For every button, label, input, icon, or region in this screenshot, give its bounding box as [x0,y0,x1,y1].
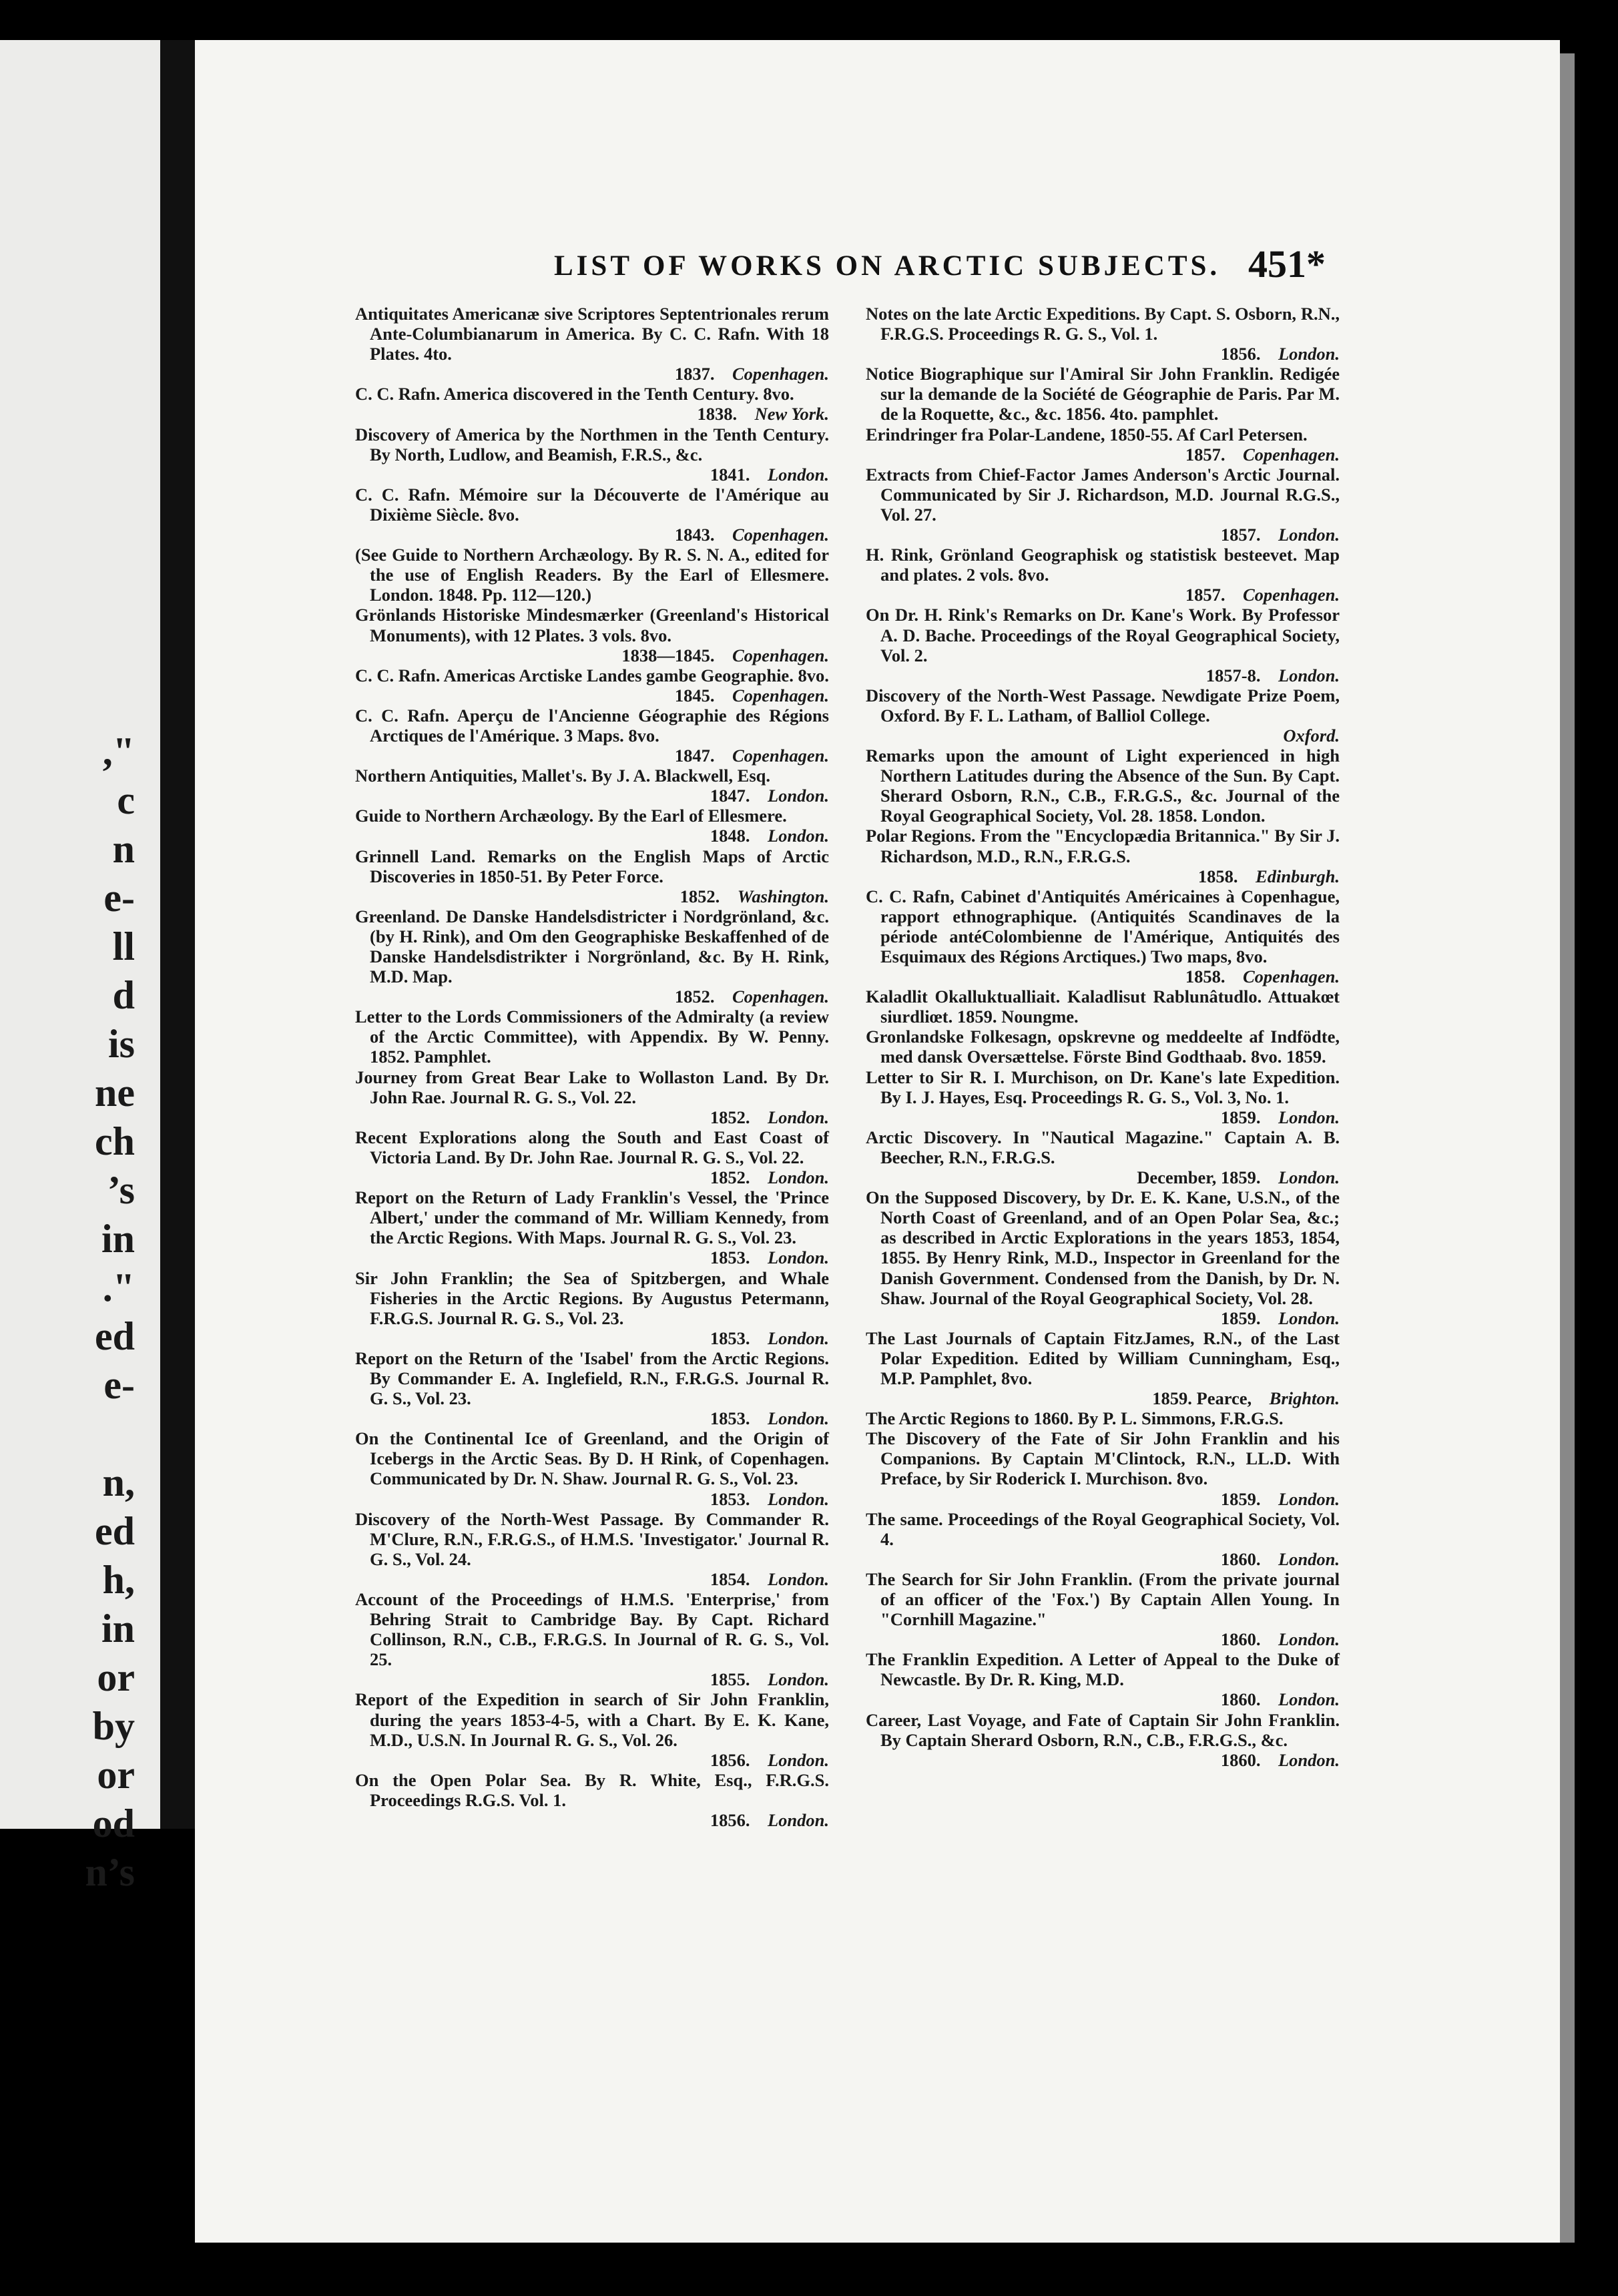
facing-page-fragment [0,1215,160,1263]
entry-imprint [370,1569,829,1589]
entry-place: London. [767,1107,829,1127]
entry-place: London. [1278,344,1340,364]
bibliography-entry [866,1027,1340,1067]
facing-page-fragment [0,1312,160,1361]
entry-place: London. [767,464,829,485]
entry-place: New York. [754,404,829,424]
entry-date: 1856. [1220,344,1261,364]
bibliography-entry [866,465,1340,545]
entry-imprint [370,1247,829,1267]
entry-date: 1847. [674,746,715,766]
entry-text: On Dr. H. Rink's Remarks on Dr. Kane's Work. By Professor A. D. Bache. Proceedings of the Royal Geographical Society, Vol. 2. [866,605,1340,665]
entry-date: 1856. [710,1749,750,1770]
bibliography-entry [866,1428,1340,1508]
entry-text: Kaladlit Okalluktualliait. Kaladlisut Rablunâtudlo. Attuakœt siurdliœt. 1859. Noungme. [866,986,1340,1027]
entry-text: Letter to Sir R. I. Murchison, on Dr. Kane's late Expedition. By I. J. Hayes, Esq. Proceedings R. G. S., Vol. 3, No. 1. [866,1067,1340,1107]
bibliography-entry [355,1509,829,1589]
entry-text: The Search for Sir John Franklin. (From the private journal of an officer of the 'Fox.') By Captain Allen Young. In "Cornhill Magazine." [866,1568,1340,1630]
entry-text: Northern Antiquities, Mallet's. By J. A. Blackwell, Esq. [355,766,771,786]
entry-text: On the Open Polar Sea. By R. White, Esq., F.R.G.S. Proceedings R.G.S. Vol. 1. [355,1769,829,1810]
entry-place: Copenhagen. [1242,966,1340,987]
entry-text: Account of the Proceedings of H.M.S. 'Enterprise,' from Behring Strait to Cambridge Bay. By Capt. Richard Collinson, R.N., C.B., F.R.G.S. In Journal of R. G. S., Vol. 25. [355,1589,829,1670]
entry-date: 1854. [710,1568,750,1589]
entry-text: C. C. Rafn. Mémoire sur la Découverte de l'Amérique au Dixième Siècle. 8vo. [355,484,829,525]
facing-page-fragment [0,1361,160,1410]
entry-date: 1853. [710,1408,750,1429]
entry-place: London. [1278,1107,1340,1127]
entry-date: 1852. [680,886,720,906]
entry-imprint [880,1489,1340,1509]
bibliography-entry [866,886,1340,986]
entry-date: 1853. [710,1247,750,1268]
page-number: 451* [1248,242,1326,286]
entry-imprint [880,726,1340,746]
bibliography-entry [355,906,829,1007]
entry-place: London. [767,786,829,806]
entry-imprint [370,1750,829,1770]
entry-date: 1860. [1220,1629,1261,1650]
entry-imprint [880,585,1340,605]
entry-place: Copenhagen. [1242,444,1340,465]
facing-page-fragment-text: or [97,1753,135,1797]
entry-place: London. [767,1247,829,1268]
entry-imprint [370,1167,829,1187]
entry-date: 1857. [1220,525,1261,545]
entry-date: 1858. [1197,866,1238,886]
entry-place: London. [1278,1689,1340,1710]
bibliography-entry [355,806,829,846]
bibliography-entry [355,424,829,485]
entry-place: Washington. [737,886,829,906]
facing-page-fragment [0,1117,160,1166]
entry-date: 1860. [1220,1689,1261,1710]
entry-imprint [880,1388,1340,1408]
entry-imprint [880,1629,1340,1649]
facing-page-fragment [0,1653,160,1702]
facing-page-fragment [0,1848,160,1897]
entry-date: 1843. [674,525,715,545]
running-head: LIST OF WORKS ON ARCTIC SUBJECTS. [554,250,1221,282]
entry-place: Copenhagen. [732,645,829,665]
entry-text: (See Guide to Northern Archæology. By R. S. N. A., edited for the use of English Readers. By the Earl of Ellesmere. London. 1848. Pp. 112—120.) [355,545,829,605]
entry-imprint [370,404,829,424]
bibliography-column-left [355,304,829,1830]
bibliography-entry [866,605,1340,685]
facing-page-fragment-text: e- [103,1363,135,1407]
entry-date: 1838—1845. [621,645,715,665]
entry-date: 1859. [1220,1308,1261,1328]
facing-page-fragment-text: ," [102,730,135,774]
facing-page-fragment [0,1702,160,1751]
facing-page-fragment-text: ed [95,1509,135,1553]
facing-page-fragment-text: d [112,973,135,1017]
entry-text: Grönlands Historiske Mindesmærker (Greenland's Historical Monuments), with 12 Plates. 3 vols. 8vo. [355,605,829,645]
bibliography-entry [866,1187,1340,1328]
entry-place: Edinburgh. [1256,866,1340,886]
entry-imprint [370,826,829,846]
entry-place: London. [1278,1308,1340,1328]
entry-date: 1857-8. [1205,665,1261,685]
entry-place: Copenhagen. [732,986,829,1007]
entry-imprint [370,1107,829,1127]
entry-text: Journey from Great Bear Lake to Wollaston Land. By Dr. John Rae. Journal R. G. S., Vol. 22. [355,1067,829,1107]
entry-text: H. Rink, Grönland Geographisk og statistisk besteevet. Map and plates. 2 vols. 8vo. [866,545,1340,585]
entry-place: London. [767,1167,829,1188]
entry-imprint [370,986,829,1007]
entry-text: On the Continental Ice of Greenland, and the Origin of Icebergs in the Arctic Seas. By D. H Rink, of Copenhagen. Communicated by Dr. N. Shaw. Journal R. G. S., Vol. 23. [355,1428,829,1489]
facing-page-fragment [0,1799,160,1848]
entry-text: Grinnell Land. Remarks on the English Maps of Arctic Discoveries in 1850-51. By Peter Force. [355,846,829,886]
bibliography-entry [866,1067,1340,1127]
facing-page-fragment [0,1605,160,1653]
entry-imprint [880,525,1340,545]
facing-page-fragment-text: ed [95,1314,135,1358]
entry-place: London. [1278,1749,1340,1770]
entry-place: London. [767,826,829,846]
facing-page-fragment [0,825,160,874]
entry-text: Report on the Return of Lady Franklin's Vessel, the 'Prince Albert,' under the command of Mr. William Kennedy, from the Arctic Regions. With Maps. Journal R. G. S., Vol. 23. [355,1187,829,1248]
entry-text: Greenland. De Danske Handelsdistricter i Nordgrönland, &c. (by H. Rink), and Om den Geographiske Beskaffenhed of de Danske Handelsdistrikter i Norgrönland, &c. By H. Rink, M.D. Map. [355,906,829,987]
entry-place: Copenhagen. [732,525,829,545]
entry-text: C. C. Rafn. Aperçu de l'Ancienne Géographie des Régions Arctiques de l'Amérique. 3 Maps. 8vo. [355,705,829,746]
entry-imprint [880,1750,1340,1770]
entry-place: London. [1278,1548,1340,1569]
entry-place: London. [1278,525,1340,545]
bibliography-entry [355,384,829,424]
entry-place: London. [767,1669,829,1690]
facing-page-fragment [0,971,160,1020]
bibliography-entry [866,545,1340,605]
bibliography-entry [355,705,829,766]
entry-date: 1860. [1220,1548,1261,1569]
bibliography-entry [866,364,1340,424]
bibliography-entry [355,1589,829,1689]
entry-imprint [880,1107,1340,1127]
entry-text: Report on the Return of the 'Isabel' from the Arctic Regions. By Commander E. A. Inglefield, R.N., F.R.G.S. Journal R. G. S., Vol. 23. [355,1348,829,1409]
entry-text: Discovery of the North-West Passage. Newdigate Prize Poem, Oxford. By F. L. Latham, of Balliol College. [866,685,1340,726]
bibliography-entry [355,665,829,705]
facing-page-fragment-text: in [101,1217,135,1261]
entry-place: Copenhagen. [732,746,829,766]
bibliography-entry [355,485,829,545]
entry-text: Discovery of the North-West Passage. By Commander R. M'Clure, R.N., F.R.G.S., of H.M.S. 'Investigator.' Journal R. G. S., Vol. 24. [355,1508,829,1569]
bibliography-entry [355,1348,829,1428]
entry-imprint [370,1489,829,1509]
entry-date: 1847. [710,786,750,806]
facing-page-fragment [0,1507,160,1556]
bibliography-entry [866,304,1340,364]
entry-text: C. C. Rafn, Cabinet d'Antiquités Américaines à Copenhague, rapport ethnographique. (Antiquités Scandinaves de la période antéColombienne de l'Amérique, Antiquités des Esquimaux des Régions Arctiques.) Two maps, 8vo. [866,886,1340,966]
entry-imprint [370,364,829,384]
entry-text: The Discovery of the Fate of Sir John Franklin and his Companions. By Captain M'Clintock, R.N., LL.D. With Preface, by Sir Roderick I. Murchison. 8vo. [866,1428,1340,1489]
entry-place: London. [767,1749,829,1770]
facing-page-fragment-text: by [92,1704,135,1748]
entry-date: 1845. [674,685,715,705]
entry-text: Sir John Franklin; the Sea of Spitzbergen, and Whale Fisheries in the Arctic Regions. By Augustus Petermann, F.R.G.S. Journal R. G. S., Vol. 23. [355,1267,829,1328]
bibliography-entry [866,826,1340,886]
entry-place: Copenhagen. [1242,585,1340,605]
entry-text: Career, Last Voyage, and Fate of Captain Sir John Franklin. By Captain Sherard Osborn, R.N., C.B., F.R.G.S., &c. [866,1709,1340,1750]
facing-page-fragment [0,1263,160,1312]
bibliography-entry [355,1268,829,1348]
entry-place: London. [1278,1488,1340,1509]
bibliography-entry [355,846,829,906]
bibliography-entry [866,424,1340,465]
entry-imprint [880,445,1340,465]
facing-page-fragment-text: n’s [85,1850,135,1894]
bibliography-entry [355,1007,829,1067]
bibliography-column-right [866,304,1340,1770]
entry-text: Antiquitates Americanæ sive Scriptores Septentrionales rerum Ante-Columbianarum in America. By C. C. Rafn. With 18 Plates. 4to. [355,304,829,364]
bibliography-entry [866,1408,1340,1428]
bibliography-entry [866,1509,1340,1569]
entry-place: London. [767,1328,829,1348]
entry-date: 1856. [710,1810,750,1831]
entry-date: 1858. [1185,966,1226,987]
bibliography-entry [355,304,829,384]
facing-page-text-fragments [0,728,160,1897]
page-edge-shadow [1560,53,1575,2243]
bibliography-entry [866,746,1340,826]
facing-page-fragment-text: od [92,1801,135,1845]
bibliography-entry [355,1770,829,1830]
bibliography-entry [355,605,829,665]
bibliography-entry [866,986,1340,1027]
facing-page-fragment-text: or [97,1655,135,1699]
entry-text: Letter to the Lords Commissioners of the Admiralty (a review of the Arctic Committee), with Appendix. By W. Penny. 1852. Pamphlet. [355,1007,829,1067]
entry-imprint [370,1669,829,1689]
entry-date: 1852. [710,1167,750,1188]
entry-imprint [880,1549,1340,1569]
entry-place: London. [767,1568,829,1589]
entry-place: London. [767,1810,829,1831]
entry-place: London. [1278,1167,1340,1188]
entry-text: Notes on the late Arctic Expeditions. By Capt. S. Osborn, R.N., F.R.G.S. Proceedings R. G. S., Vol. 1. [866,304,1340,344]
entry-text: Polar Regions. From the "Encyclopædia Britannica." By Sir J. Richardson, M.D., R.N., F.R.G.S. [866,826,1340,866]
entry-imprint [880,1689,1340,1709]
entry-imprint [370,786,829,806]
entry-text: On the Supposed Discovery, by Dr. E. K. Kane, U.S.N., of the North Coast of Greenland, and of an Open Polar Sea, &c.; as described in Arctic Explorations in the years 1853, 1854, 1855. By Henry Rink, M.D., Inspector in Greenland for the Danish Government. Condensed from the Danish, by Dr. N. Shaw. Journal of the Royal Geographical Society, Vol. 28. [866,1187,1340,1308]
entry-text: Arctic Discovery. In "Nautical Magazine." Captain A. B. Beecher, R.N., F.R.G.S. [866,1127,1340,1167]
entry-imprint [370,886,829,906]
entry-date: December, 1859. [1137,1167,1261,1188]
entry-place: Copenhagen. [732,685,829,705]
facing-page-fragment [0,922,160,971]
entry-imprint [370,645,829,665]
bibliography-entry [866,1569,1340,1649]
facing-page-fragment-text: e- [103,876,135,920]
bibliography-entry [355,1428,829,1508]
entry-text: The same. Proceedings of the Royal Geographical Society, Vol. 4. [866,1508,1340,1549]
facing-page-fragment-text: c [117,778,135,822]
entry-text: Guide to Northern Archæology. By the Earl of Ellesmere. [355,806,787,826]
facing-page-fragment [0,776,160,825]
bibliography-entry [866,685,1340,746]
bibliography-entry [355,1067,829,1127]
entry-text: Discovery of America by the Northmen in the Tenth Century. By North, Ludlow, and Beamish, F.R.S., &c. [355,424,829,465]
facing-page-fragment-text: h, [102,1558,135,1602]
entry-place: London. [767,1408,829,1429]
entry-text: The Last Journals of Captain FitzJames, R.N., of the Last Polar Expedition. Edited by William Cunningham, Esq., M.P. Pamphlet, 8vo. [866,1328,1340,1388]
entry-place: Oxford. [1283,725,1340,746]
entry-date: 1859. Pearce, [1152,1388,1252,1409]
bibliography-entry [866,1649,1340,1709]
entry-date: 1855. [710,1669,750,1690]
gutter-shadow [160,40,195,1829]
facing-page-fragment-text: is [107,1022,135,1066]
facing-page-fragment-text: in [101,1607,135,1651]
entry-date: 1853. [710,1328,750,1348]
entry-place: Copenhagen. [732,364,829,384]
entry-text: Gronlandske Folkesagn, opskrevne og meddeelte af Indfödte, med dansk Oversættelse. Förste Bind Godthaab. 8vo. 1859. [866,1027,1340,1067]
entry-text: C. C. Rafn. America discovered in the Tenth Century. 8vo. [355,384,794,404]
facing-page-fragment-text: n, [102,1460,135,1504]
facing-page-fragment-text: ’s [107,1168,135,1212]
entry-imprint [880,966,1340,986]
entry-imprint [880,1308,1340,1328]
facing-page-edge [0,40,160,1894]
facing-page-fragment-text: ch [95,1119,135,1163]
bibliography-entry [355,1187,829,1267]
entry-date: 1841. [710,464,750,485]
entry-date: 1859. [1220,1107,1261,1127]
entry-place: London. [767,1488,829,1509]
entry-imprint [370,1408,829,1428]
bibliography-entry [355,1127,829,1187]
entry-imprint [370,525,829,545]
facing-page-fragment [0,874,160,922]
entry-text: Recent Explorations along the South and East Coast of Victoria Land. By Dr. John Rae. Journal R. G. S., Vol. 22. [355,1127,829,1167]
entry-place: Brighton. [1269,1388,1340,1409]
facing-page-fragment [0,1751,160,1799]
entry-date: 1853. [710,1488,750,1509]
bibliography-entry [355,766,829,806]
entry-imprint [880,866,1340,886]
entry-date: 1859. [1220,1488,1261,1509]
entry-date: 1848. [710,826,750,846]
bibliography-entry [355,545,829,605]
facing-page-fragment [0,1020,160,1069]
entry-imprint [370,465,829,485]
bibliography-entry [866,1328,1340,1408]
entry-place: London. [1278,1629,1340,1650]
facing-page-fragment [0,1069,160,1117]
entry-date: 1860. [1220,1749,1261,1770]
entry-date: 1852. [710,1107,750,1127]
entry-date: 1852. [674,986,715,1007]
entry-date: 1857. [1185,444,1226,465]
entry-text: Extracts from Chief-Factor James Anderson's Arctic Journal. Communicated by Sir J. Richardson, M.D. Journal R.G.S., Vol. 27. [866,464,1340,525]
bibliography-entry [355,1689,829,1769]
bibliography-entry [866,1710,1340,1770]
entry-text: The Franklin Expedition. A Letter of Appeal to the Duke of Newcastle. By Dr. R. King, M.D. [866,1649,1340,1690]
facing-page-fragment [0,1458,160,1507]
facing-page-fragment-text: n [112,827,135,871]
entry-imprint [880,665,1340,685]
facing-page-fragment-text: ne [95,1071,135,1115]
entry-text: Remarks upon the amount of Light experienced in high Northern Latitudes during the Absence of the Sun. By Capt. Sherard Osborn, R.N., C.B., F.R.G.S., &c. Journal of the Royal Geographical Society, Vol. 28. 1858. London. [866,746,1340,826]
entry-imprint [370,685,829,705]
facing-page-fragment [0,728,160,776]
entry-text: Erindringer fra Polar-Landene, 1850-55. Af Carl Petersen. [866,424,1308,445]
entry-date: 1838. [697,404,738,424]
facing-page-fragment [0,1410,160,1458]
entry-date: 1857. [1185,585,1226,605]
entry-imprint [370,746,829,766]
entry-text: The Arctic Regions to 1860. By P. L. Simmons, F.R.G.S. [866,1408,1284,1429]
entry-date: 1837. [674,364,715,384]
facing-page-fragment-text: ." [102,1265,135,1310]
facing-page-fragment-text: ll [112,924,135,968]
entry-text: Report of the Expedition in search of Sir John Franklin, during the years 1853-4-5, with a Chart. By E. K. Kane, M.D., U.S.N. In Journal R. G. S., Vol. 26. [355,1689,829,1750]
facing-page-fragment [0,1556,160,1605]
bibliography-entry [866,1127,1340,1187]
entry-place: London. [1278,665,1340,685]
entry-text: Notice Biographique sur l'Amiral Sir John Franklin. Redigée sur la demande de la Société de Géographie de Paris. Par M. de la Roquette, &c., &c. 1856. 4to. pamphlet. [866,364,1340,424]
entry-imprint [880,344,1340,364]
entry-imprint [370,1810,829,1830]
facing-page-fragment [0,1166,160,1215]
entry-imprint [370,1328,829,1348]
entry-text: C. C. Rafn. Americas Arctiske Landes gambe Geographie. 8vo. [355,665,829,685]
entry-imprint [880,1167,1340,1187]
